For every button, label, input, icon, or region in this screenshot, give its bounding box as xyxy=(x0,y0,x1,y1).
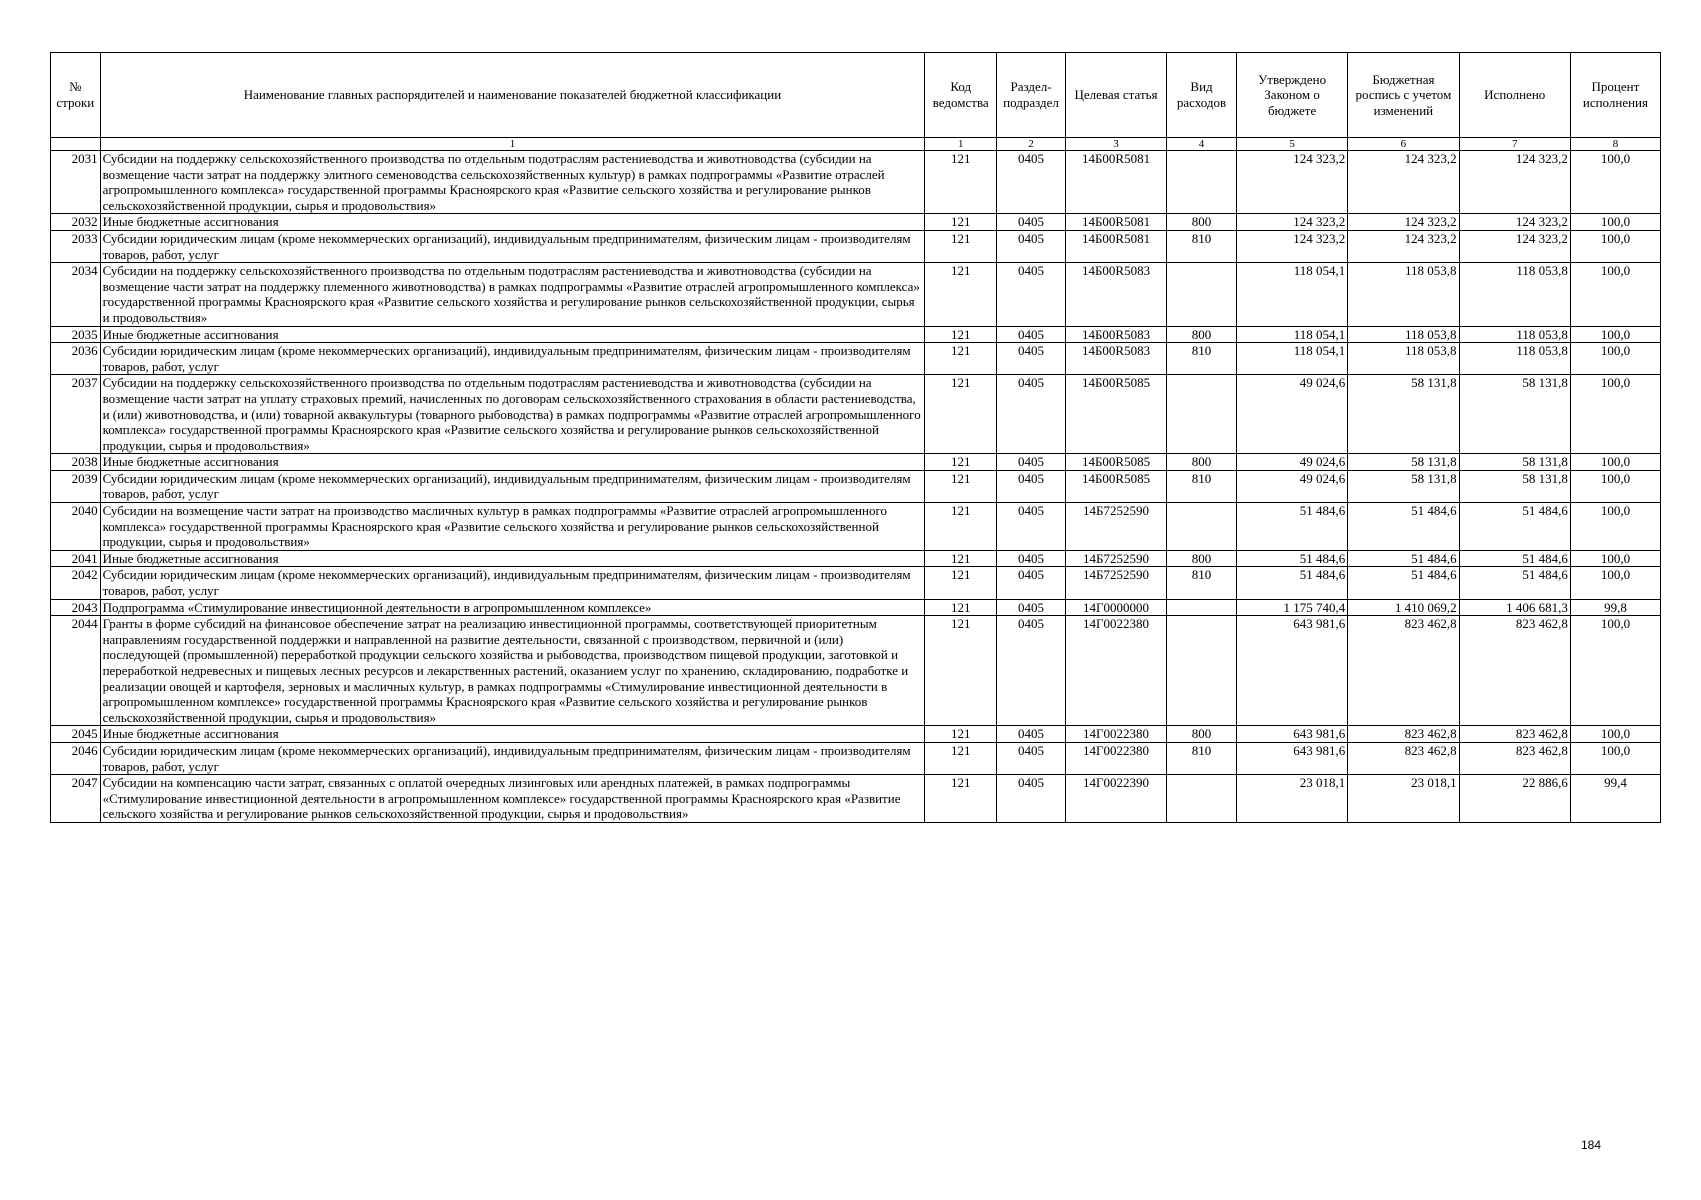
executed-amount: 1 406 681,3 xyxy=(1459,599,1570,616)
budget-list-amount: 58 131,8 xyxy=(1348,470,1459,502)
header-name: Наименование главных распорядителей и наименование показателей бюджетной классификации xyxy=(100,53,925,138)
target-article: 14Б00R5081 xyxy=(1065,230,1166,262)
header-expense-type: Вид расходов xyxy=(1167,53,1237,138)
executed-amount: 51 484,6 xyxy=(1459,567,1570,599)
table-row xyxy=(51,470,1661,502)
section-code: 0405 xyxy=(997,775,1066,823)
table-row xyxy=(51,263,1661,326)
budget-list-amount: 1 410 069,2 xyxy=(1348,599,1459,616)
execution-percent: 100,0 xyxy=(1570,326,1660,343)
executed-amount: 58 131,8 xyxy=(1459,375,1570,454)
execution-percent: 100,0 xyxy=(1570,726,1660,743)
department-code: 121 xyxy=(925,263,997,326)
header-executed: Исполнено xyxy=(1459,53,1570,138)
section-code: 0405 xyxy=(997,503,1066,551)
column-number: 5 xyxy=(1236,138,1347,151)
row-name: Субсидии юридическим лицам (кроме некоммерческих организаций), индивидуальным предпринимателям, физическим лицам - производителям товаров, работ, услуг xyxy=(100,742,925,774)
execution-percent: 99,8 xyxy=(1570,599,1660,616)
approved-amount: 49 024,6 xyxy=(1236,375,1347,454)
approved-amount: 23 018,1 xyxy=(1236,775,1347,823)
row-name: Субсидии на поддержку сельскохозяйственного производства по отдельным подотраслям растениеводства и животноводства (субсидии на возмещение части затрат на поддержку племенного животноводства) в рамках подпрограммы «Развитие отраслей агропромышленного комплекса» государственной программы Красноярского края «Развитие сельского хозяйства и регулирование рынков сельскохозяйственной продукции, сырья и продовольствия» xyxy=(100,263,925,326)
expense-type xyxy=(1167,263,1237,326)
department-code: 121 xyxy=(925,599,997,616)
approved-amount: 118 054,1 xyxy=(1236,326,1347,343)
row-number: 2031 xyxy=(51,151,101,214)
execution-percent: 100,0 xyxy=(1570,151,1660,214)
table-header-row xyxy=(51,53,1661,138)
row-number: 2041 xyxy=(51,550,101,567)
table-row xyxy=(51,454,1661,471)
approved-amount: 1 175 740,4 xyxy=(1236,599,1347,616)
row-name: Субсидии на возмещение части затрат на производство масличных культур в рамках подпрограммы «Развитие отраслей агропромышленного комплекса» государственной программы Красноярского края «Развитие сельского хозяйства и регулирование рынков сельскохозяйственной продукции, сырья и продовольствия» xyxy=(100,503,925,551)
target-article: 14Б00R5083 xyxy=(1065,326,1166,343)
row-name: Субсидии юридическим лицам (кроме некоммерческих организаций), индивидуальным предпринимателям, физическим лицам - производителям товаров, работ, услуг xyxy=(100,470,925,502)
row-number: 2034 xyxy=(51,263,101,326)
department-code: 121 xyxy=(925,742,997,774)
approved-amount: 643 981,6 xyxy=(1236,726,1347,743)
header-target-article: Целевая статья xyxy=(1065,53,1166,138)
target-article: 14Г0022380 xyxy=(1065,742,1166,774)
execution-percent: 100,0 xyxy=(1570,343,1660,375)
row-number: 2042 xyxy=(51,567,101,599)
target-article: 14Б00R5081 xyxy=(1065,214,1166,231)
target-article: 14Б00R5085 xyxy=(1065,375,1166,454)
table-row xyxy=(51,775,1661,823)
section-code: 0405 xyxy=(997,454,1066,471)
row-number: 2044 xyxy=(51,616,101,726)
expense-type: 800 xyxy=(1167,454,1237,471)
section-code: 0405 xyxy=(997,263,1066,326)
section-code: 0405 xyxy=(997,550,1066,567)
expense-type xyxy=(1167,151,1237,214)
department-code: 121 xyxy=(925,470,997,502)
approved-amount: 118 054,1 xyxy=(1236,263,1347,326)
header-section: Раздел-подраздел xyxy=(997,53,1066,138)
row-name: Иные бюджетные ассигнования xyxy=(100,326,925,343)
execution-percent: 100,0 xyxy=(1570,470,1660,502)
executed-amount: 118 053,8 xyxy=(1459,343,1570,375)
section-code: 0405 xyxy=(997,726,1066,743)
table-row xyxy=(51,550,1661,567)
department-code: 121 xyxy=(925,151,997,214)
budget-list-amount: 823 462,8 xyxy=(1348,726,1459,743)
column-number xyxy=(51,138,101,151)
execution-percent: 100,0 xyxy=(1570,454,1660,471)
table-row xyxy=(51,503,1661,551)
table-row xyxy=(51,567,1661,599)
executed-amount: 124 323,2 xyxy=(1459,151,1570,214)
row-number: 2046 xyxy=(51,742,101,774)
header-budget-list: Бюджетная роспись с учетом изменений xyxy=(1348,53,1459,138)
row-name: Субсидии юридическим лицам (кроме некоммерческих организаций), индивидуальным предпринимателям, физическим лицам - производителям товаров, работ, услуг xyxy=(100,343,925,375)
target-article: 14Б00R5083 xyxy=(1065,263,1166,326)
row-name: Иные бюджетные ассигнования xyxy=(100,454,925,471)
row-number: 2045 xyxy=(51,726,101,743)
row-name: Гранты в форме субсидий на финансовое обеспечение затрат на реализацию инвестиционной программы, соответствующей приоритетным направлениям государственной поддержки и направленной на развитие деятельности, связанной с производством, первичной и (или) последующей (промышленной) переработкой продукции сельского хозяйства и рыбоводства, производством пищевой продукции, заготовкой и переработкой недревесных и пищевых лесных ресурсов и лекарственных растений, оказанием услуг по хранению, складированию, подработке и реализации овощей и картофеля, зерновых и масличных культур, в рамках подпрограммы «Стимулирование инвестиционной деятельности в агропромышленном комплексе» государственной программы Красноярского края «Развитие сельского хозяйства и регулирование рынков сельскохозяйственной продукции, сырья и продовольствия» xyxy=(100,616,925,726)
row-name: Субсидии на компенсацию части затрат, связанных с оплатой очередных лизинговых или арендных платежей, в рамках подпрограммы «Стимулирование инвестиционной деятельности в агропромышленном комплексе» государственной программы Красноярского края «Развитие сельского хозяйства и регулирование рынков сельскохозяйственной продукции, сырья и продовольствия» xyxy=(100,775,925,823)
budget-list-amount: 51 484,6 xyxy=(1348,567,1459,599)
department-code: 121 xyxy=(925,375,997,454)
executed-amount: 58 131,8 xyxy=(1459,470,1570,502)
execution-percent: 100,0 xyxy=(1570,263,1660,326)
budget-list-amount: 124 323,2 xyxy=(1348,230,1459,262)
section-code: 0405 xyxy=(997,567,1066,599)
budget-list-amount: 124 323,2 xyxy=(1348,151,1459,214)
target-article: 14Б00R5085 xyxy=(1065,454,1166,471)
column-number: 4 xyxy=(1167,138,1237,151)
expense-type: 800 xyxy=(1167,326,1237,343)
expense-type xyxy=(1167,503,1237,551)
department-code: 121 xyxy=(925,567,997,599)
table-row xyxy=(51,326,1661,343)
row-name: Иные бюджетные ассигнования xyxy=(100,726,925,743)
section-code: 0405 xyxy=(997,214,1066,231)
executed-amount: 118 053,8 xyxy=(1459,263,1570,326)
budget-list-amount: 58 131,8 xyxy=(1348,375,1459,454)
executed-amount: 124 323,2 xyxy=(1459,230,1570,262)
department-code: 121 xyxy=(925,343,997,375)
row-name: Иные бюджетные ассигнования xyxy=(100,214,925,231)
department-code: 121 xyxy=(925,214,997,231)
execution-percent: 100,0 xyxy=(1570,567,1660,599)
expense-type xyxy=(1167,375,1237,454)
department-code: 121 xyxy=(925,616,997,726)
column-number: 8 xyxy=(1570,138,1660,151)
budget-list-amount: 124 323,2 xyxy=(1348,214,1459,231)
execution-percent: 100,0 xyxy=(1570,550,1660,567)
column-number: 3 xyxy=(1065,138,1166,151)
budget-list-amount: 23 018,1 xyxy=(1348,775,1459,823)
budget-list-amount: 58 131,8 xyxy=(1348,454,1459,471)
target-article: 14Б7252590 xyxy=(1065,503,1166,551)
execution-percent: 99,4 xyxy=(1570,775,1660,823)
expense-type: 810 xyxy=(1167,230,1237,262)
approved-amount: 51 484,6 xyxy=(1236,503,1347,551)
department-code: 121 xyxy=(925,454,997,471)
budget-list-amount: 823 462,8 xyxy=(1348,742,1459,774)
approved-amount: 643 981,6 xyxy=(1236,742,1347,774)
approved-amount: 118 054,1 xyxy=(1236,343,1347,375)
target-article: 14Б00R5081 xyxy=(1065,151,1166,214)
row-number: 2036 xyxy=(51,343,101,375)
row-number: 2035 xyxy=(51,326,101,343)
column-number: 6 xyxy=(1348,138,1459,151)
table-row xyxy=(51,230,1661,262)
column-number: 7 xyxy=(1459,138,1570,151)
row-number: 2040 xyxy=(51,503,101,551)
expense-type: 810 xyxy=(1167,470,1237,502)
expense-type xyxy=(1167,775,1237,823)
expense-type xyxy=(1167,599,1237,616)
department-code: 121 xyxy=(925,550,997,567)
department-code: 121 xyxy=(925,326,997,343)
section-code: 0405 xyxy=(997,616,1066,726)
executed-amount: 51 484,6 xyxy=(1459,550,1570,567)
executed-amount: 118 053,8 xyxy=(1459,326,1570,343)
section-code: 0405 xyxy=(997,599,1066,616)
execution-percent: 100,0 xyxy=(1570,375,1660,454)
budget-list-amount: 118 053,8 xyxy=(1348,326,1459,343)
budget-list-amount: 51 484,6 xyxy=(1348,503,1459,551)
executed-amount: 823 462,8 xyxy=(1459,616,1570,726)
column-number: 1 xyxy=(100,138,925,151)
row-number: 2043 xyxy=(51,599,101,616)
approved-amount: 49 024,6 xyxy=(1236,454,1347,471)
department-code: 121 xyxy=(925,726,997,743)
execution-percent: 100,0 xyxy=(1570,230,1660,262)
target-article: 14Г0000000 xyxy=(1065,599,1166,616)
executed-amount: 124 323,2 xyxy=(1459,214,1570,231)
table-row xyxy=(51,151,1661,214)
target-article: 14Г0022390 xyxy=(1065,775,1166,823)
budget-execution-table xyxy=(50,52,1661,823)
target-article: 14Г0022380 xyxy=(1065,616,1166,726)
section-code: 0405 xyxy=(997,230,1066,262)
row-name: Субсидии на поддержку сельскохозяйственного производства по отдельным подотраслям растениеводства и животноводства (субсидии на возмещение части затрат на уплату страховых премий, начисленных по договорам сельскохозяйственного страхования в области растениеводства, и (или) животноводства, и (или) товарной аквакультуры (товарного рыбоводства) в рамках подпрограммы «Развитие отраслей агропромышленного комплекса» государственной программы Красноярского края «Развитие сельского хозяйства и регулирование рынков сельскохозяйственной продукции, сырья и продовольствия» xyxy=(100,375,925,454)
execution-percent: 100,0 xyxy=(1570,616,1660,726)
section-code: 0405 xyxy=(997,470,1066,502)
header-row-number: № строки xyxy=(51,53,101,138)
row-name: Субсидии на поддержку сельскохозяйственного производства по отдельным подотраслям растениеводства и животноводства (субсидии на возмещение части затрат на поддержку элитного семеноводства сельскохозяйственных культур) в рамках подпрограммы «Развитие отраслей агропромышленного комплекса» государственной программы Красноярского края «Развитие сельского хозяйства и регулирование рынков сельскохозяйственной продукции, сырья и продовольствия» xyxy=(100,151,925,214)
column-number-row xyxy=(51,138,1661,151)
executed-amount: 823 462,8 xyxy=(1459,726,1570,743)
expense-type: 810 xyxy=(1167,567,1237,599)
row-number: 2033 xyxy=(51,230,101,262)
row-number: 2038 xyxy=(51,454,101,471)
approved-amount: 49 024,6 xyxy=(1236,470,1347,502)
budget-list-amount: 118 053,8 xyxy=(1348,263,1459,326)
page-number: 184 xyxy=(1580,1138,1601,1152)
target-article: 14Г0022380 xyxy=(1065,726,1166,743)
section-code: 0405 xyxy=(997,742,1066,774)
approved-amount: 51 484,6 xyxy=(1236,550,1347,567)
row-name: Субсидии юридическим лицам (кроме некоммерческих организаций), индивидуальным предпринимателям, физическим лицам - производителям товаров, работ, услуг xyxy=(100,230,925,262)
approved-amount: 124 323,2 xyxy=(1236,151,1347,214)
table-row xyxy=(51,616,1661,726)
column-number: 2 xyxy=(997,138,1066,151)
row-name: Иные бюджетные ассигнования xyxy=(100,550,925,567)
header-approved: Утверждено Законом о бюджете xyxy=(1236,53,1347,138)
department-code: 121 xyxy=(925,230,997,262)
approved-amount: 643 981,6 xyxy=(1236,616,1347,726)
executed-amount: 58 131,8 xyxy=(1459,454,1570,471)
expense-type: 800 xyxy=(1167,214,1237,231)
row-number: 2047 xyxy=(51,775,101,823)
execution-percent: 100,0 xyxy=(1570,214,1660,231)
budget-list-amount: 51 484,6 xyxy=(1348,550,1459,567)
expense-type xyxy=(1167,616,1237,726)
expense-type: 810 xyxy=(1167,343,1237,375)
table-row xyxy=(51,214,1661,231)
target-article: 14Б7252590 xyxy=(1065,567,1166,599)
table-row xyxy=(51,742,1661,774)
approved-amount: 124 323,2 xyxy=(1236,214,1347,231)
row-number: 2039 xyxy=(51,470,101,502)
executed-amount: 51 484,6 xyxy=(1459,503,1570,551)
target-article: 14Б00R5085 xyxy=(1065,470,1166,502)
approved-amount: 124 323,2 xyxy=(1236,230,1347,262)
department-code: 121 xyxy=(925,775,997,823)
target-article: 14Б00R5083 xyxy=(1065,343,1166,375)
table-row xyxy=(51,375,1661,454)
section-code: 0405 xyxy=(997,343,1066,375)
expense-type: 800 xyxy=(1167,550,1237,567)
row-name: Подпрограмма «Стимулирование инвестиционной деятельности в агропромышленном комплексе» xyxy=(100,599,925,616)
section-code: 0405 xyxy=(997,326,1066,343)
table-row xyxy=(51,599,1661,616)
row-number: 2037 xyxy=(51,375,101,454)
executed-amount: 22 886,6 xyxy=(1459,775,1570,823)
section-code: 0405 xyxy=(997,375,1066,454)
table-row xyxy=(51,343,1661,375)
row-name: Субсидии юридическим лицам (кроме некоммерческих организаций), индивидуальным предпринимателям, физическим лицам - производителям товаров, работ, услуг xyxy=(100,567,925,599)
department-code: 121 xyxy=(925,503,997,551)
execution-percent: 100,0 xyxy=(1570,503,1660,551)
budget-list-amount: 118 053,8 xyxy=(1348,343,1459,375)
column-number: 1 xyxy=(925,138,997,151)
approved-amount: 51 484,6 xyxy=(1236,567,1347,599)
section-code: 0405 xyxy=(997,151,1066,214)
table-row xyxy=(51,726,1661,743)
execution-percent: 100,0 xyxy=(1570,742,1660,774)
header-department-code: Код ведомства xyxy=(925,53,997,138)
expense-type: 810 xyxy=(1167,742,1237,774)
expense-type: 800 xyxy=(1167,726,1237,743)
budget-list-amount: 823 462,8 xyxy=(1348,616,1459,726)
target-article: 14Б7252590 xyxy=(1065,550,1166,567)
executed-amount: 823 462,8 xyxy=(1459,742,1570,774)
row-number: 2032 xyxy=(51,214,101,231)
header-percent: Процент исполнения xyxy=(1570,53,1660,138)
